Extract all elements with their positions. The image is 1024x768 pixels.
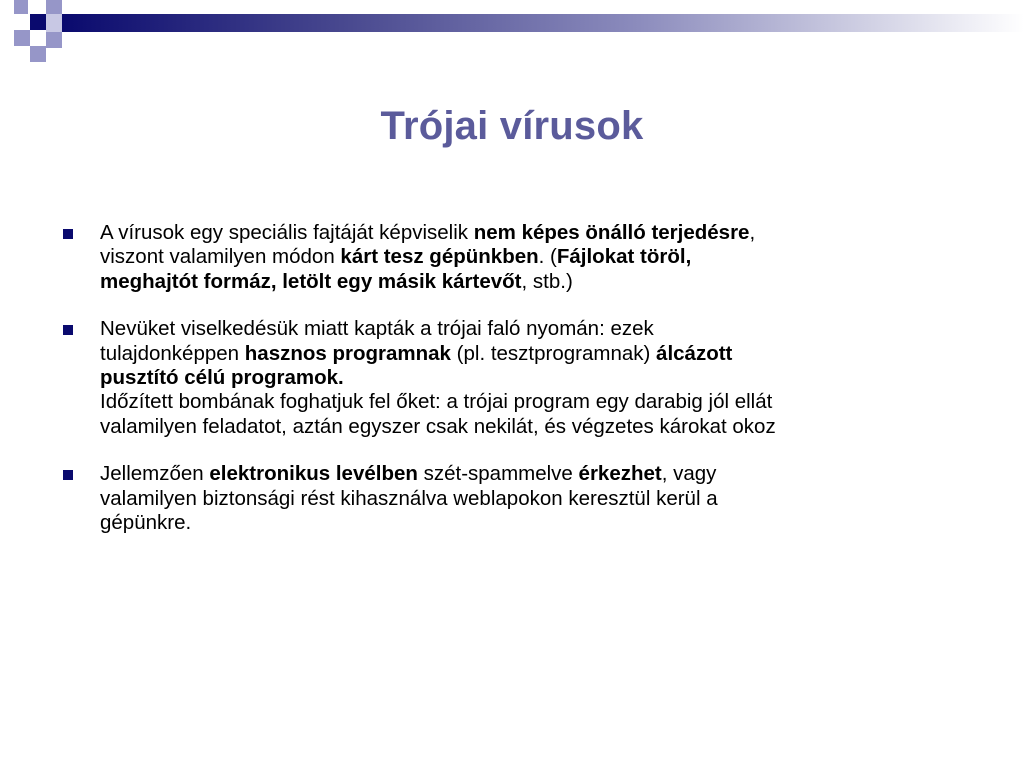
- square-bullet-icon: [63, 325, 73, 335]
- text-segment: viszont valamilyen módon: [100, 245, 341, 269]
- bullet-text-line: [100, 270, 962, 294]
- text-segment: . (: [538, 245, 557, 269]
- bold-text: meghajtót formáz, letölt egy másik kártevőt: [100, 269, 522, 293]
- bold-text: pusztító célú programok.: [100, 366, 344, 390]
- slide-title: Trójai vírusok: [380, 104, 644, 148]
- bold-text: Fájlokat töröl,: [556, 245, 692, 269]
- text-segment: ,: [749, 221, 756, 244]
- bullet-text-line: [100, 511, 962, 535]
- text-segment: Időzített bombának foghatjuk fel őket: a trójai program egy darabig jól ellát: [100, 390, 773, 414]
- bold-text: kárt tesz gépünkben: [340, 245, 539, 269]
- bold-text: érkezhet: [578, 462, 662, 486]
- square-bullet-icon: [63, 229, 73, 239]
- text-segment: gépünkre.: [100, 511, 192, 535]
- bullet-text-line: [100, 462, 962, 486]
- bullet-item: [62, 317, 962, 439]
- text-segment: (pl. tesztprogramnak): [450, 341, 657, 365]
- bold-text: nem képes önálló terjedésre: [473, 221, 750, 244]
- bullet-text-line: [100, 415, 962, 439]
- bullet-list: [62, 221, 962, 558]
- bold-text: elektronikus levélben: [209, 462, 418, 486]
- header-decoration: [0, 0, 1024, 64]
- bold-text: álcázott: [656, 341, 733, 365]
- bullet-text-line: [100, 342, 962, 366]
- text-segment: Nevüket viselkedésük miatt kapták a trójai faló nyomán: ezek: [100, 317, 654, 341]
- bullet-text-line: [100, 390, 962, 414]
- text-segment: , vagy: [661, 462, 717, 486]
- bullet-text-line: [100, 221, 962, 245]
- text-segment: valamilyen biztonsági rést kihasználva weblapokon keresztül kerül a: [100, 486, 718, 510]
- header-gradient-band: [62, 14, 1024, 32]
- bullet-text-line: [100, 366, 962, 390]
- text-segment: szét-spammelve: [417, 462, 579, 486]
- bullet-item: [62, 462, 962, 535]
- deco-square: [46, 14, 62, 32]
- deco-square: [46, 32, 62, 48]
- deco-square: [46, 0, 62, 14]
- bullet-text-line: [100, 487, 962, 511]
- text-segment: , stb.): [521, 269, 573, 293]
- square-bullet-icon: [63, 470, 73, 480]
- bullet-text-line: [100, 245, 962, 269]
- bullet-item: [62, 221, 962, 294]
- text-segment: tulajdonképpen: [100, 341, 245, 365]
- deco-square: [14, 0, 28, 14]
- bullet-text-line: [100, 317, 962, 341]
- text-segment: Jellemzően: [100, 462, 210, 486]
- text-segment: valamilyen feladatot, aztán egyszer csak nekilát, és végzetes károkat okoz: [100, 414, 776, 438]
- text-segment: A vírusok egy speciális fajtáját képviselik: [100, 221, 474, 244]
- deco-square: [30, 46, 46, 62]
- bold-text: hasznos programnak: [244, 341, 451, 365]
- deco-square: [30, 14, 46, 30]
- deco-square: [14, 30, 30, 46]
